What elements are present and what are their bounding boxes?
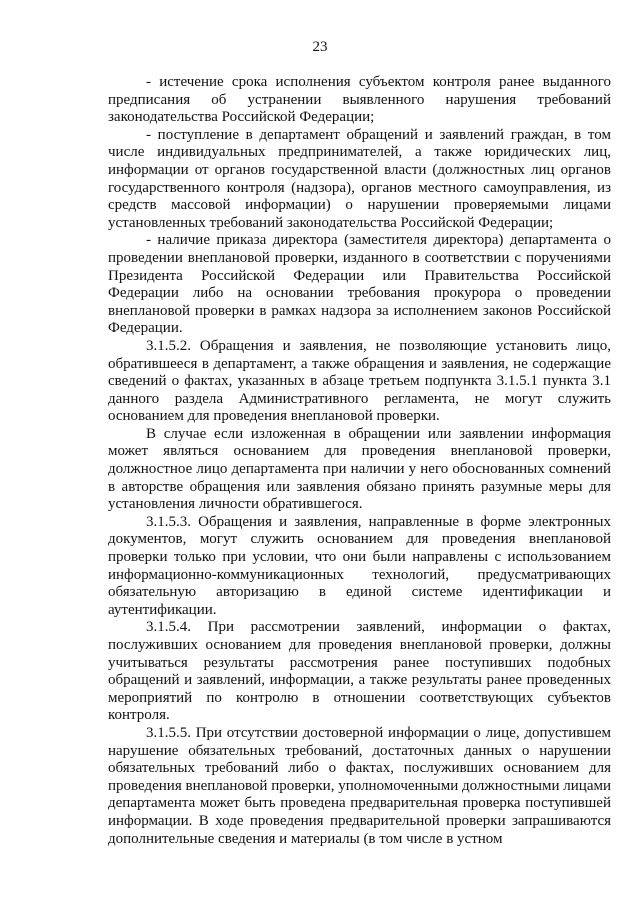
document-body	[108, 74, 611, 848]
paragraph-3-1-5-4: 3.1.5.4. При рассмотрении заявлений, информации о фактах, послуживших основанием для проведения внеплановой проверки, должны учитываться результаты рассмотрения ранее поступивших подобных обращений и заявлений, информации, а также результаты ранее проведенных мероприятий по контролю в отношении соответствующих субъектов контроля.	[108, 619, 611, 724]
paragraph-3-1-5-5: 3.1.5.5. При отсутствии достоверной информации о лице, допустившем нарушение обязательных требований, достаточных данных о нарушении обязательных требований либо о фактах, послуживших основанием для проведения внеплановой проверки, уполномоченными должностными лицами департамента может быть проведена предварительная проверка поступившей информации. В ходе проведения предварительной проверки запрашиваются дополнительные сведения и материалы (в том числе в устном	[108, 724, 611, 847]
page-number: 23	[312, 39, 328, 55]
paragraph-3-1-5-2: 3.1.5.2. Обращения и заявления, не позволяющие установить лицо, обратившееся в департамент, а также обращения и заявления, не содержащие сведений о фактах, указанных в абзаце третьем подпункта 3.1.5.1 пункта 3.1 данного раздела Административного регламента, не могут служить основанием для проведения внеплановой проверки.	[108, 337, 611, 425]
paragraph-author-verification: В случае если изложенная в обращении или заявлении информация может являться основанием для проведения внеплановой проверки, должностное лицо департамента при наличии у него обоснованных сомнений в авторстве обращения или заявления обязано принять разумные меры для установления личности обратившегося.	[108, 425, 611, 513]
paragraph-director-order: - наличие приказа директора (заместителя директора) департамента о проведении внеплановой проверки, изданного в соответствии с поручениями Президента Российской Федерации или Правительства Российской Федерации либо на основании требования прокурора о проведении внеплановой проверки в рамках надзора за исполнением законов Российской Федерации.	[108, 232, 611, 337]
paragraph-expiry-deadline: - истечение срока исполнения субъектом контроля ранее выданного предписания об устранении выявленного нарушения требований законодательства Российской Федерации;	[108, 74, 611, 126]
paragraph-3-1-5-3: 3.1.5.3. Обращения и заявления, направленные в форме электронных документов, могут служить основанием для проведения внеплановой проверки только при условии, что они были направлены с использованием информационно-коммуникационных технологий, предусматривающих обязательную авторизацию в единой системе идентификации и аутентификации.	[108, 513, 611, 618]
paragraph-appeals-received: - поступление в департамент обращений и заявлений граждан, в том числе индивидуальных предпринимателей, а также юридических лиц, информации от органов государственной власти (должностных лиц органов государственного контроля (надзора), органов местного самоуправления, из средств массовой информации) о нарушении проверяемыми лицами установленных требований законодательства Российской Федерации;	[108, 126, 611, 231]
